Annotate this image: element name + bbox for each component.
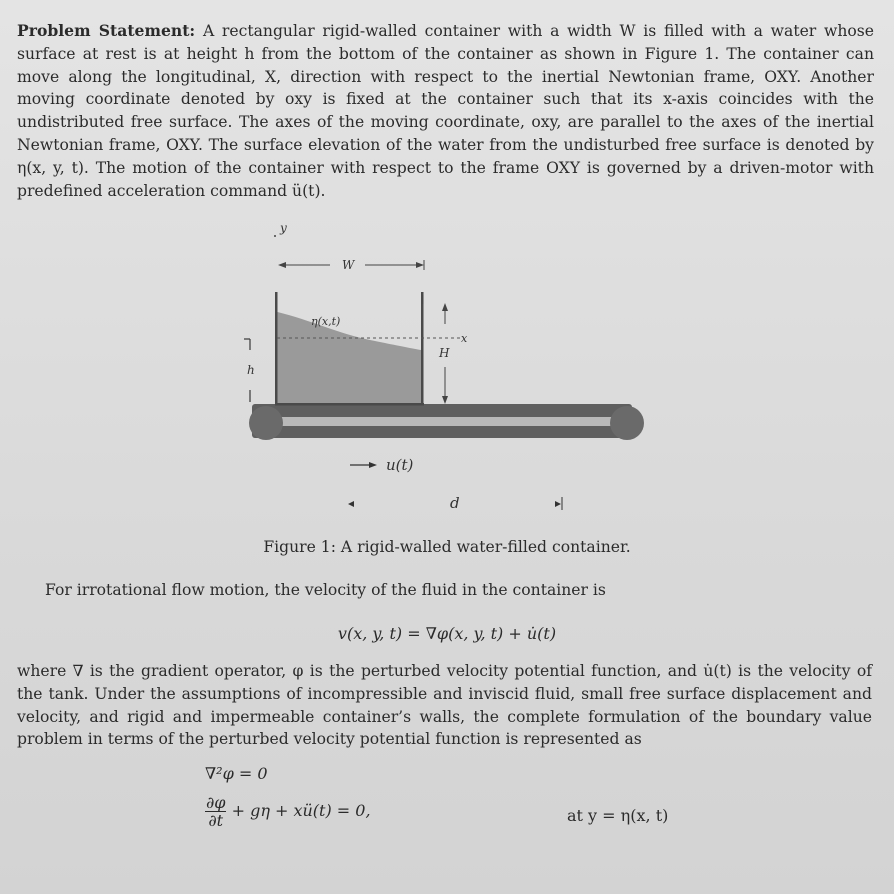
velocity-equation: v(x, y, t) = ∇φ(x, y, t) + u̇(t) [337,624,557,643]
problem-statement [17,20,874,202]
height-arrowhead-up [442,303,448,311]
boundary-condition [205,794,371,829]
container-bottom [275,403,424,406]
partial-phi: ∂φ [206,793,226,812]
width-arrowhead-left [278,262,286,268]
distance-arrowhead-left [348,501,354,507]
container-right-wall [421,292,424,405]
partial-t: ∂t [208,811,224,830]
problem-text: A rectangular rigid-walled container with a width W is filled with a water whose surface at rest is at height h from the bottom of the container as shown in Figure 1. The container can move along the longitudinal, X, direction with respect to the inertial Newtonian frame, OXY. Another moving coordinate denoted by oxy is fixed at the container such that its x-axis coincides with the undistributed free surface. The axes of the moving coordinate, oxy, are parallel to the axes of the inertial Newtonian frame, OXY. The surface elevation of the water from the undisturbed free surface is denoted by η(x, y, t). The motion of the container with respect to the frame OXY is governed by a driven-motor with predefined acceleration command ü(t). [17,22,874,200]
figure-caption: Figure 1: A rigid-walled water-filled container. [263,538,631,556]
width-arrowhead-right [416,262,424,268]
water-height-label: h [247,363,255,377]
left-wheel [249,406,283,440]
y-axis-dot [274,235,276,237]
right-wheel [610,406,644,440]
container-left-wall [275,292,278,405]
distance-arrowhead-right [555,501,561,507]
height-arrowhead-down [442,396,448,404]
problem-heading: Problem Statement: [17,21,196,40]
cart-rail [260,417,626,426]
velocity-label: u(t) [386,456,414,474]
width-label: W [342,258,355,272]
velocity-arrowhead [369,462,377,468]
eta-label: η(x,t) [311,315,341,328]
y-axis-label: y [280,221,287,235]
x-axis-label: x [461,332,468,345]
where-paragraph: where ∇ is the gradient operator, φ is the perturbed velocity potential function, and u̇(t) is the velocity of the tank. Under the assumptions of incompressible and inviscid fluid, small free surface displacement and velocity, and rigid and impermeable container’s walls, the complete formulation of the boundary value problem in terms of the perturbed velocity potential function is represented as [17,662,872,749]
water-body [278,312,422,403]
boundary-condition-location: at y = η(x, t) [567,806,669,825]
laplace-equation: ∇²φ = 0 [205,764,268,783]
figure-1 [230,212,670,528]
boundary-condition-rest: + gη + xü(t) = 0, [231,801,371,820]
height-label: H [439,346,450,360]
distance-label: d [450,494,460,512]
partial-derivative-fraction [205,794,226,829]
irrotational-intro: For irrotational flow motion, the velocity of the fluid in the container is [45,581,606,599]
